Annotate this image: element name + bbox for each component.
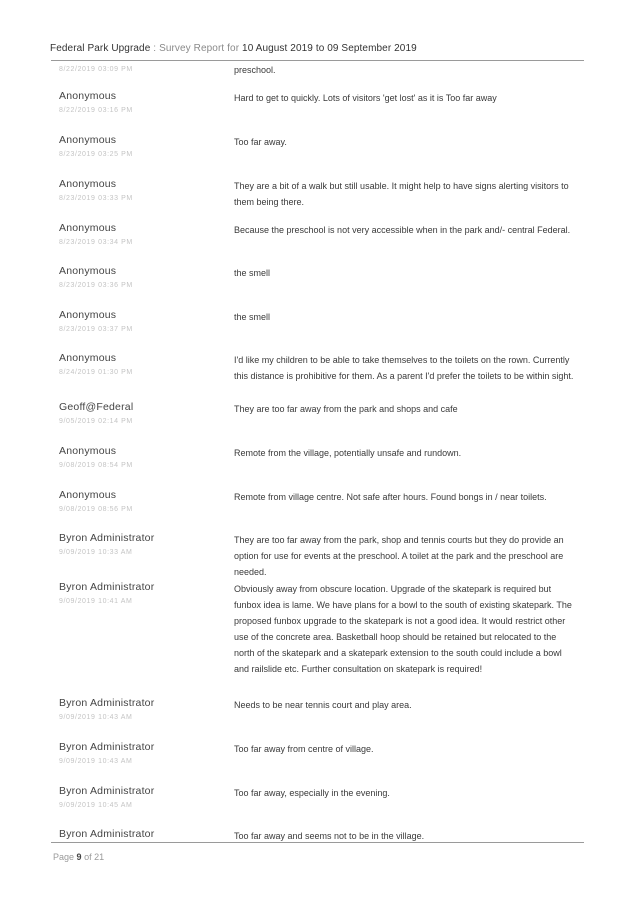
respondent-name: Anonymous: [59, 489, 117, 501]
response-timestamp: 9/08/2019 08:56 PM: [59, 506, 133, 513]
response-timestamp: 8/23/2019 03:33 PM: [59, 195, 133, 202]
response-timestamp: 9/09/2019 10:43 AM: [59, 758, 133, 765]
respondent-name: Byron Administrator: [59, 741, 155, 753]
respondent-name: Byron Administrator: [59, 697, 155, 709]
response-timestamp: 9/08/2019 08:54 PM: [59, 462, 133, 469]
respondent-name: Geoff@Federal: [59, 401, 134, 413]
page-label: Page: [53, 852, 75, 862]
page-footer: [53, 852, 104, 862]
response-text: Obviously away from obscure location. Upgrade of the skatepark is required but funbox idea is lame. We have plans for a bowl to the south of existing skatepark. The proposed funbox upgrade to the skatepark is not a good idea. It would restrict other use of the concrete area. Basketball hoop should be retained but relocated to the north of the skatepark and a skatepark extension to the south could include a bowl and railslide etc. Further consultation on skatepark is required!: [234, 584, 572, 674]
respondent-name: Byron Administrator: [59, 532, 155, 544]
respondent-name: Byron Administrator: [59, 785, 155, 797]
response-timestamp: 9/09/2019 10:43 AM: [59, 714, 133, 721]
response-text: They are a bit of a walk but still usable. It might help to have signs alerting visitors to them being there.: [234, 181, 569, 207]
response-timestamp: 9/09/2019 10:45 AM: [59, 802, 133, 809]
response-text: Remote from the village, potentially unsafe and rundown.: [234, 448, 462, 458]
response-text: preschool.: [234, 65, 276, 75]
response-timestamp: 8/24/2019 01:30 PM: [59, 369, 133, 376]
response-text: the smell: [234, 312, 271, 322]
respondent-name: Byron Administrator: [59, 581, 155, 593]
response-text: Needs to be near tennis court and play area.: [234, 700, 412, 710]
report-title: Federal Park Upgrade: [50, 43, 151, 54]
title-separator: :: [153, 43, 157, 54]
page-header: [50, 43, 417, 54]
response-text: Remote from village centre. Not safe after hours. Found bongs in / near toilets.: [234, 492, 547, 502]
footer-divider: [51, 842, 584, 843]
respondent-name: Anonymous: [59, 178, 117, 190]
response-text: Hard to get to quickly. Lots of visitors 'get lost' as it is Too far away: [234, 93, 497, 103]
response-timestamp: 8/23/2019 03:36 PM: [59, 282, 133, 289]
respondent-name: Anonymous: [59, 352, 117, 364]
respondent-name: Byron Administrator: [59, 828, 155, 840]
respondent-name: Anonymous: [59, 134, 117, 146]
response-timestamp: 8/22/2019 03:09 PM: [59, 66, 133, 73]
respondent-name: Anonymous: [59, 445, 117, 457]
respondent-name: Anonymous: [59, 309, 117, 321]
response-timestamp: 8/22/2019 03:16 PM: [59, 107, 133, 114]
response-text: They are too far away from the park, shop and tennis courts but they do provide an option for use for events at the preschool. A toilet at the park and the preschool are needed.: [234, 535, 564, 577]
response-timestamp: 9/09/2019 10:41 AM: [59, 598, 133, 605]
response-text: I'd like my children to be able to take themselves to the toilets on the rown. Currently this distance is prohibitive for them. As a parent I'd prefer the toilets to be within sight.: [234, 355, 574, 381]
respondent-name: Anonymous: [59, 265, 117, 277]
response-text: Because the preschool is not very accessible when in the park and/- central Federal.: [234, 225, 571, 235]
page-number: 9: [76, 852, 82, 862]
response-text: Too far away and seems not to be in the village.: [234, 831, 425, 841]
response-text: They are too far away from the park and shops and cafe: [234, 404, 458, 414]
respondent-name: Anonymous: [59, 222, 117, 234]
response-timestamp: 8/23/2019 03:34 PM: [59, 239, 133, 246]
response-text: Too far away.: [234, 137, 287, 147]
response-timestamp: 8/23/2019 03:25 PM: [59, 151, 133, 158]
page-of-label: of: [84, 852, 92, 862]
respondent-name: Anonymous: [59, 90, 117, 102]
response-text: Too far away from centre of village.: [234, 744, 374, 754]
response-text: Too far away, especially in the evening.: [234, 788, 390, 798]
report-date-range: 10 August 2019 to 09 September 2019: [242, 43, 417, 54]
header-divider: [51, 60, 584, 61]
report-subtitle: Survey Report for: [159, 43, 240, 54]
page-total: 21: [94, 852, 105, 862]
response-timestamp: 9/09/2019 10:33 AM: [59, 549, 133, 556]
response-timestamp: 8/23/2019 03:37 PM: [59, 326, 133, 333]
response-timestamp: 9/05/2019 02:14 PM: [59, 418, 133, 425]
response-text: the smell: [234, 268, 271, 278]
